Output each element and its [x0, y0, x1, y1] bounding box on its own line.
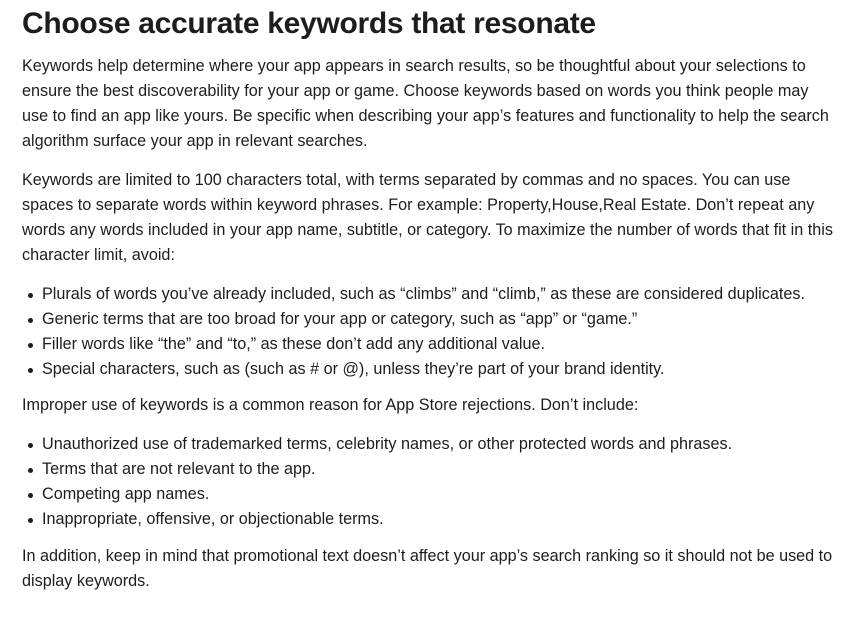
list-item: Plurals of words you’ve already included, such as “climbs” and “climb,” as these are considered duplicates.	[42, 282, 837, 307]
dont-include-list	[22, 432, 837, 532]
section-heading: Choose accurate keywords that resonate	[22, 7, 596, 40]
list-item: Special characters, such as (such as # or @), unless they’re part of your brand identity.	[42, 357, 837, 382]
list-item: Terms that are not relevant to the app.	[42, 457, 837, 482]
improper-use-paragraph: Improper use of keywords is a common reason for App Store rejections. Don’t include:	[22, 396, 639, 414]
list-item: Inappropriate, offensive, or objectionable terms.	[42, 507, 837, 532]
list-item: Generic terms that are too broad for your app or category, such as “app” or “game.”	[42, 307, 837, 332]
limits-paragraph: Keywords are limited to 100 characters total, with terms separated by commas and no spaces. You can use spaces to separate words within keyword phrases. For example: Property,House,Real Estate. Don’t repeat any words any words included in your app name, subtitle, or category. To maximize the number of words that fit in this character limit, avoid:	[22, 171, 833, 264]
addition-paragraph: In addition, keep in mind that promotional text doesn’t affect your app’s search ranking so it should not be used to display keywords.	[22, 547, 833, 590]
avoid-list	[22, 282, 837, 382]
list-item: Filler words like “the” and “to,” as these don’t add any additional value.	[42, 332, 837, 357]
list-item: Unauthorized use of trademarked terms, celebrity names, or other protected words and phrases.	[42, 432, 837, 457]
list-item: Competing app names.	[42, 482, 837, 507]
intro-paragraph: Keywords help determine where your app appears in search results, so be thoughtful about your selections to ensure the best discoverability for your app or game. Choose keywords based on words you think people may use to find an app like yours. Be specific when describing your app’s features and functionality to help the search algorithm surface your app in relevant searches.	[22, 57, 829, 150]
